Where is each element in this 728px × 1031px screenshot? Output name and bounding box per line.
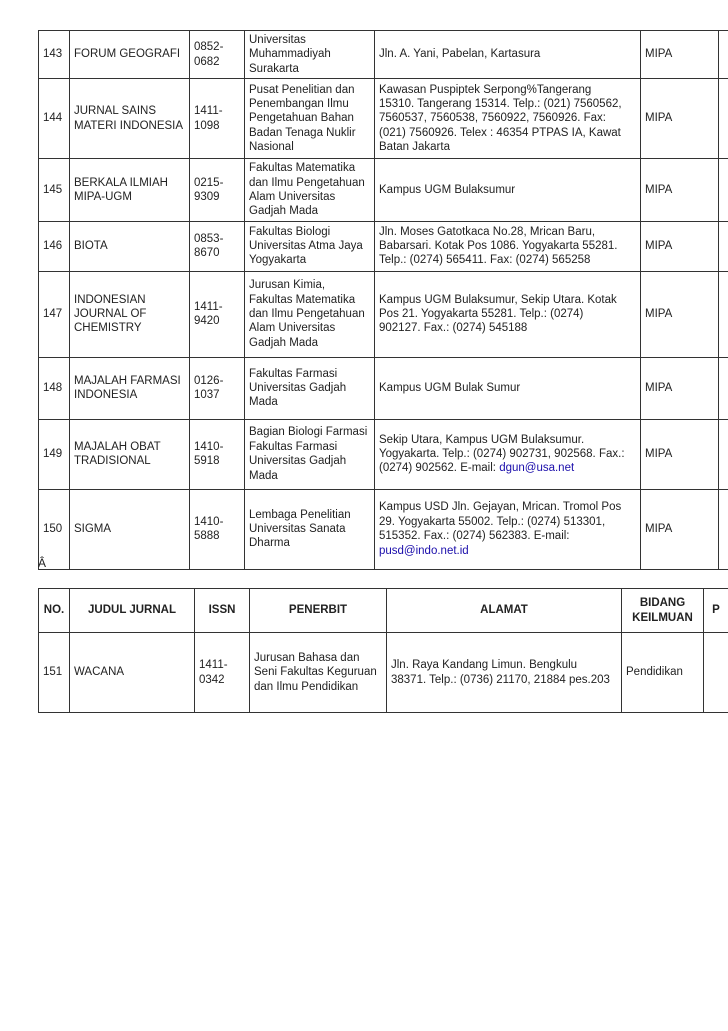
cell-field [641, 489, 719, 569]
header-row [39, 589, 728, 633]
cell-no-text: 147 [43, 307, 63, 320]
cell-title [70, 159, 190, 222]
table-row [39, 221, 728, 271]
cell-extra [719, 79, 728, 159]
cell-field [641, 31, 719, 79]
cell-field-text: MIPA [645, 522, 673, 535]
cell-no-text: 143 [43, 48, 63, 61]
cell-address [375, 79, 641, 159]
cell-issn-text: 0215- 9309 [194, 176, 224, 203]
email-link[interactable]: pusd@indo.net.id [379, 544, 469, 557]
cell-field-text: MIPA [645, 239, 673, 252]
cell-no [39, 159, 70, 222]
header-title: JUDUL JURNAL [70, 589, 195, 633]
cell-publisher [245, 159, 375, 222]
cell-publisher [245, 489, 375, 569]
cell-issn [190, 271, 245, 357]
cell-address-text: Kampus UGM Bulak Sumur [379, 381, 521, 394]
cell-extra [719, 419, 728, 489]
cell-address [375, 271, 641, 357]
table-row [39, 79, 728, 159]
cell-address [375, 31, 641, 79]
cell-issn [195, 633, 250, 713]
cell-title [70, 419, 190, 489]
cell-title [70, 31, 190, 79]
table-row [39, 271, 728, 357]
cell-issn [190, 79, 245, 159]
cell-field-text: MIPA [645, 307, 673, 320]
cell-title [70, 489, 190, 569]
cell-no-text: 149 [43, 447, 63, 460]
stray-character: Â [38, 556, 47, 570]
cell-issn [190, 357, 245, 419]
cell-field [641, 79, 719, 159]
cell-extra [719, 159, 728, 222]
cell-field-text: MIPA [645, 112, 673, 125]
cell-no [39, 633, 70, 713]
cell-no-text: 151 [43, 666, 63, 679]
cell-issn-text: 1411- 1098 [194, 105, 223, 132]
cell-publisher [250, 633, 387, 713]
cell-address [375, 419, 641, 489]
cell-publisher [245, 357, 375, 419]
cell-issn-text: 0853- 8670 [194, 232, 224, 260]
cell-publisher-text: Fakultas Biologi Universitas Atma Jaya Yogyakarta [249, 225, 363, 267]
cell-extra [719, 357, 728, 419]
cell-title [70, 271, 190, 357]
cell-publisher-text: Lembaga Penelitian Universitas Sanata Dharma [249, 508, 351, 550]
cell-field [641, 271, 719, 357]
cell-issn-text: 0852- 0682 [194, 41, 224, 68]
header-address: ALAMAT [387, 589, 622, 633]
cell-extra [719, 489, 728, 569]
cell-publisher [245, 79, 375, 159]
cell-title-text: FORUM GEOGRAFI [74, 48, 181, 61]
cell-address [387, 633, 622, 713]
cell-field-text: MIPA [645, 381, 673, 394]
cell-address-text: Kampus UGM Bulaksumur, Sekip Utara. Kotak Pos 21. Yogyakarta 55281. Telp.: (0274) 902127. Fax.: (0274) 545188 [379, 293, 617, 335]
cell-issn [190, 31, 245, 79]
cell-extra [704, 633, 728, 713]
cell-field-text: MIPA [645, 183, 673, 196]
cell-address [375, 489, 641, 569]
cell-extra [719, 221, 728, 271]
table-row [39, 357, 728, 419]
cell-issn [190, 159, 245, 222]
cell-publisher-text: Pusat Penelitian dan Penembangan Ilmu Pengetahuan Bahan Badan Tenaga Nuklir Nasional [249, 83, 356, 154]
cell-title [70, 221, 190, 271]
cell-address [375, 357, 641, 419]
cell-no [39, 79, 70, 159]
cell-address-text: Kampus UGM Bulaksumur [379, 183, 516, 196]
cell-title-text: WACANA [74, 666, 125, 679]
header-no: NO. [39, 589, 70, 633]
cell-no [39, 357, 70, 419]
cell-no-text: 146 [43, 239, 63, 252]
cell-publisher [245, 31, 375, 79]
cell-address-text: Kawasan Puspiptek Serpong%Tangerang 15310. Tangerang 15314. Telp.: (021) 7560562, 7560537, 7560538, 7560922, 7560926. Fax: (021) 7560926. Telex : 46354 PTPAS IA, Kawat Batan Jakarta [379, 83, 622, 154]
cell-no-text: 145 [43, 183, 63, 196]
cell-title-text: SIGMA [74, 522, 112, 535]
cell-extra [719, 271, 728, 357]
cell-field-text: MIPA [645, 447, 673, 460]
cell-field [641, 357, 719, 419]
cell-publisher-text: Fakultas Matematika dan Ilmu Pengetahuan Alam Universitas Gadjah Mada [249, 162, 365, 218]
cell-title-text: MAJALAH OBAT TRADISIONAL [74, 440, 161, 468]
header-publisher: PENERBIT [250, 589, 387, 633]
cell-publisher-text: Bagian Biologi Farmasi Fakultas Farmasi Universitas Gadjah Mada [249, 426, 368, 482]
cell-address [375, 159, 641, 222]
cell-no-text: 144 [43, 112, 63, 125]
table-row [39, 419, 728, 489]
cell-address [375, 221, 641, 271]
cell-publisher [245, 419, 375, 489]
cell-publisher-text: Fakultas Farmasi Universitas Gadjah Mada [249, 367, 347, 409]
table-row [39, 159, 728, 222]
cell-address-text: Jln. Raya Kandang Limun. Bengkulu 38371. Telp.: (0736) 21170, 21884 pes.203 [391, 659, 610, 686]
cell-no [39, 221, 70, 271]
cell-issn-text: 1410- 5918 [194, 440, 224, 468]
cell-issn-text: 0126- 1037 [194, 374, 224, 402]
cell-field [641, 221, 719, 271]
header-extra: P [704, 589, 728, 633]
cell-publisher-text: Universitas Muhammadiyah Surakarta [249, 34, 331, 75]
cell-field [641, 159, 719, 222]
header-field: BIDANG KEILMUAN [622, 589, 704, 633]
cell-field [622, 633, 704, 713]
cell-publisher-text: Jurusan Kimia, Fakultas Matematika dan Ilmu Pengetahuan Alam Universitas Gadjah Mada [249, 279, 365, 349]
cell-issn [190, 489, 245, 569]
cell-extra [719, 31, 728, 79]
cell-title-text: BIOTA [74, 239, 108, 252]
cell-address-text: Jln. A. Yani, Pabelan, Kartasura [379, 48, 541, 61]
cell-publisher-text: Jurusan Bahasa dan Seni Fakultas Keguruan dan Ilmu Pendidikan [254, 651, 377, 693]
cell-issn [190, 419, 245, 489]
journal-table-bottom [38, 588, 728, 713]
cell-publisher [245, 271, 375, 357]
cell-field [641, 419, 719, 489]
cell-title-text: MAJALAH FARMASI INDONESIA [74, 374, 181, 402]
table-row [39, 31, 728, 79]
cell-no-text: 148 [43, 381, 63, 394]
cell-issn-text: 1411- 0342 [199, 659, 228, 686]
table-row [39, 489, 728, 569]
cell-no [39, 271, 70, 357]
cell-title-text: JURNAL SAINS MATERI INDONESIA [74, 105, 184, 132]
cell-field-text: Pendidikan [626, 666, 683, 679]
cell-title [70, 357, 190, 419]
cell-issn-text: 1411- 9420 [194, 300, 223, 328]
cell-title [70, 633, 195, 713]
email-link[interactable]: dgun@usa.net [499, 462, 575, 475]
cell-publisher [245, 221, 375, 271]
cell-issn-text: 1410- 5888 [194, 515, 224, 543]
cell-title-text: BERKALA ILMIAH MIPA-UGM [74, 176, 168, 203]
journal-table-top [38, 30, 728, 570]
cell-title [70, 79, 190, 159]
cell-address-text: Sekip Utara, Kampus UGM Bulaksumur. Yogyakarta. Telp.: (0274) 902731, 902568. Fax.: (0274) 902562. E-mail: dgun@usa.net [379, 433, 625, 475]
table-row [39, 633, 728, 713]
cell-address-text: Jln. Moses Gatotkaca No.28, Mrican Baru, Babarsari. Kotak Pos 1086. Yogyakarta 55281. Telp.: (0274) 565411. Fax: (0274) 565258 [379, 225, 618, 267]
cell-field-text: MIPA [645, 48, 673, 61]
cell-no [39, 31, 70, 79]
cell-address-text: Kampus USD Jln. Gejayan, Mrican. Tromol Pos 29. Yogyakarta 55002. Telp.: (0274) 513301, 515352. Fax.: (0274) 562383. E-mail: pusd@indo.net.id [379, 501, 622, 557]
cell-issn [190, 221, 245, 271]
cell-no-text: 150 [43, 522, 63, 535]
cell-title-text: INDONESIAN JOURNAL OF CHEMISTRY [74, 293, 147, 335]
cell-no [39, 419, 70, 489]
header-issn: ISSN [195, 589, 250, 633]
